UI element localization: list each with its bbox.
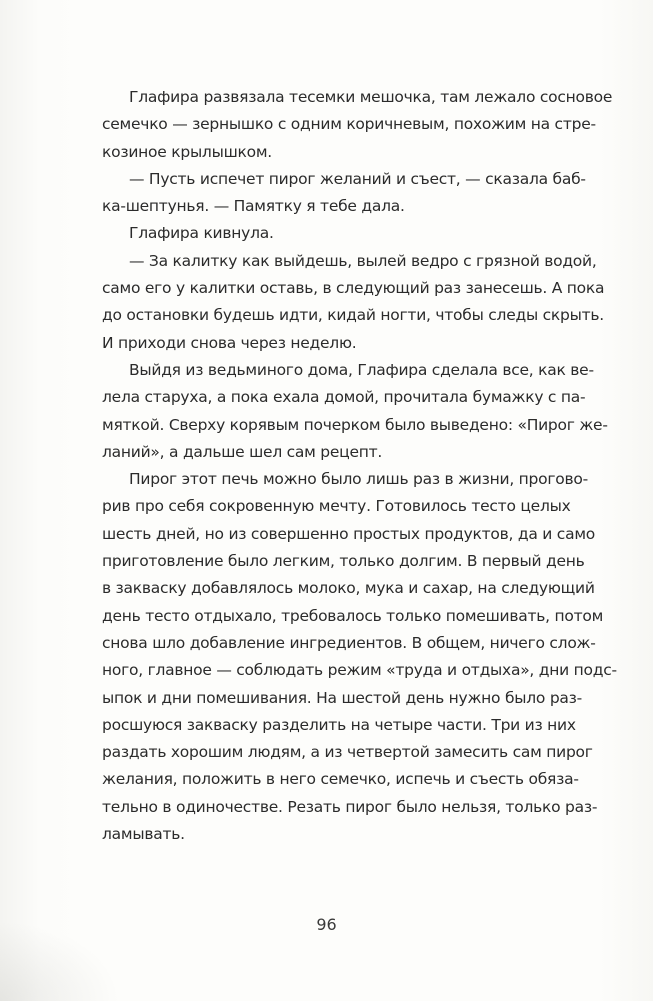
text-line: И приходи снова через неделю. — [102, 333, 357, 352]
text-line: шесть дней, но из совершенно простых продуктов, да и само — [102, 524, 595, 543]
text-line: тельно в одиночестве. Резать пирог было нельзя, только раз- — [102, 797, 598, 816]
text-line: до остановки будешь идти, кидай ногти, чтобы следы скрыть. — [102, 306, 604, 325]
text-line: рив про себя сокровенную мечту. Готовилось тесто целых — [102, 497, 571, 516]
text-line: семечко — зернышко с одним коричневым, похожим на стре- — [102, 115, 596, 134]
text-line: Глафира развязала тесемки мешочка, там лежало сосновое — [129, 88, 613, 106]
text-line: мяткой. Сверху корявым почерком было выведено: «Пирог же- — [102, 415, 608, 434]
text-line: приготовление было легким, только долгим. В первый день — [102, 552, 585, 571]
text-line: лела старуха, а пока ехала домой, прочитала бумажку с па- — [102, 388, 586, 407]
text-line: снова шло добавление ингредиентов. В общем, ничего слож- — [102, 633, 596, 652]
text-line: само его у калитки оставь, в следующий раз занесешь. А пока — [102, 279, 605, 298]
text-line: Выйдя из ведьминого дома, Глафира сделала все, как ве- — [129, 360, 594, 379]
text-line: росшуюся закваску разделить на четыре части. Три из них — [102, 715, 576, 734]
body-text — [102, 84, 632, 848]
text-line: желания, положить в него семечко, испечь и съесть обяза- — [102, 770, 579, 789]
text-line: ыпок и дни помешивания. На шестой день нужно было раз- — [102, 688, 583, 707]
text-line: ка-шептунья. — Памятку я тебе дала. — [102, 197, 405, 216]
text-line: ного, главное — соблюдать режим «труда и отдыха», дни подс- — [102, 661, 617, 680]
page-corner-shadow — [0, 921, 120, 1001]
text-line: раздать хорошим людям, а из четвертой замесить сам пирог — [102, 743, 593, 762]
text-line: ланий», а дальше шел сам рецепт. — [102, 442, 383, 461]
text-line: козиное крылышком. — [102, 142, 272, 161]
text-line: — Пусть испечет пирог желаний и съест, — сказала баб- — [129, 169, 586, 188]
text-line: день тесто отдыхало, требовалось только помешивать, потом — [102, 606, 604, 625]
text-line: Глафира кивнула. — [129, 224, 274, 243]
text-line: в закваску добавлялось молоко, мука и сахар, на следующий — [102, 579, 595, 598]
page-number: 96 — [316, 915, 337, 934]
text-line: Пирог этот печь можно было лишь раз в жизни, прогово- — [129, 470, 588, 489]
text-line: — За калитку как выйдешь, вылей ведро с грязной водой, — [129, 251, 597, 270]
text-line: ламывать. — [102, 825, 185, 844]
